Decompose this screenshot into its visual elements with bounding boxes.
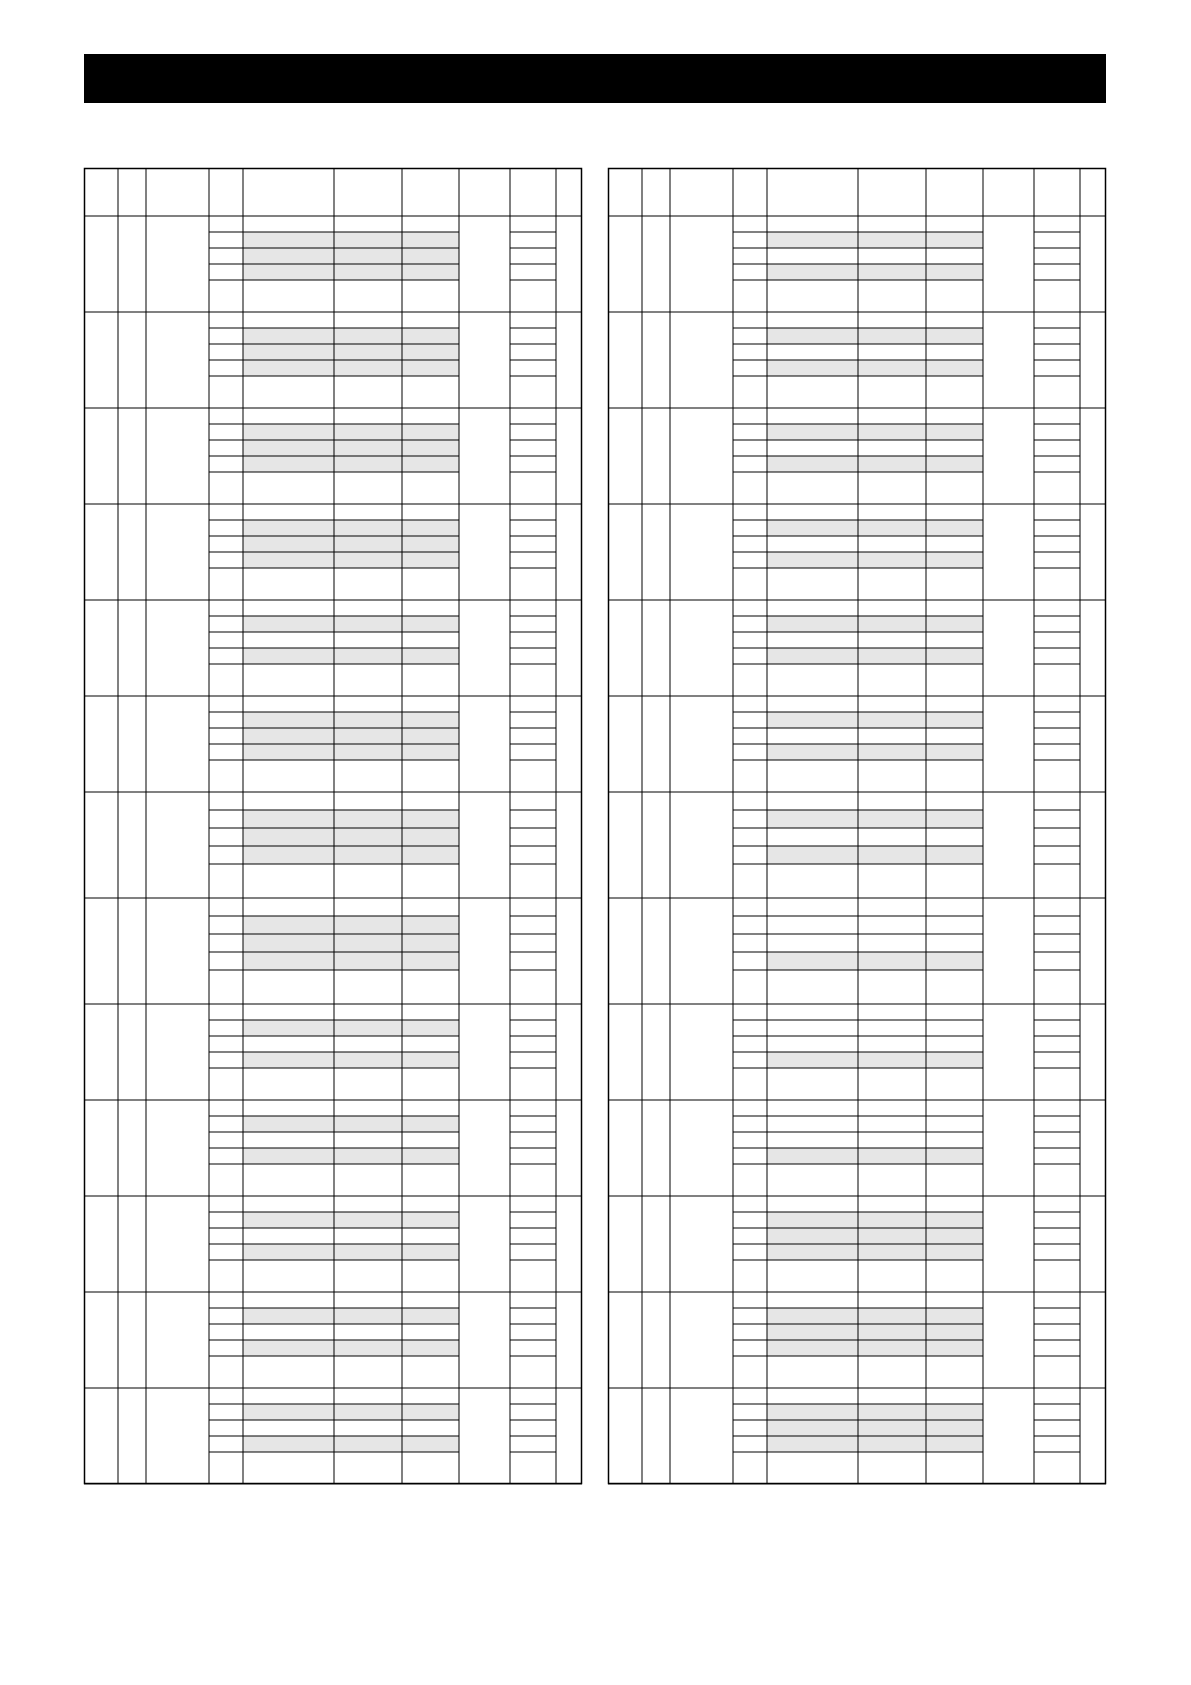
- left-table-shaded-cell: [402, 440, 459, 456]
- right-table-shaded-cell: [926, 520, 983, 536]
- left-table-shaded-cell: [402, 552, 459, 568]
- left-table-shaded-cell: [402, 616, 459, 632]
- left-table-shaded-cell: [243, 344, 334, 360]
- left-table-shaded-cell: [402, 1212, 459, 1228]
- left-table-shaded-cell: [243, 424, 334, 440]
- left-table-shaded-cell: [334, 1020, 402, 1036]
- left-table-shaded-cell: [334, 810, 402, 828]
- right-table-shaded-cell: [767, 232, 858, 248]
- page-title-bar: [84, 54, 1106, 103]
- left-table-shaded-cell: [243, 744, 334, 760]
- left-table-shaded-cell: [402, 1436, 459, 1452]
- right-table-shaded-cell: [767, 1244, 858, 1260]
- left-table-shaded-cell: [334, 1148, 402, 1164]
- left-table-shaded-cell: [334, 1244, 402, 1260]
- left-table-shaded-cell: [243, 1404, 334, 1420]
- left-table-group: [84, 1116, 582, 1196]
- left-table-shaded-cell: [243, 916, 334, 934]
- right-table-shaded-cell: [926, 616, 983, 632]
- left-table-shaded-cell: [402, 1020, 459, 1036]
- left-table-group: [84, 916, 582, 1004]
- right-table-group: [608, 810, 1106, 898]
- right-table-shaded-cell: [926, 1436, 983, 1452]
- left-table-shaded-cell: [402, 828, 459, 846]
- left-table-shaded-cell: [243, 1340, 334, 1356]
- left-table-shaded-cell: [334, 424, 402, 440]
- left-table-shaded-cell: [402, 536, 459, 552]
- right-table-shaded-cell: [858, 1228, 926, 1244]
- right-table-shaded-cell: [767, 552, 858, 568]
- right-table-shaded-cell: [926, 744, 983, 760]
- left-table-shaded-cell: [243, 360, 334, 376]
- right-table-shaded-cell: [926, 456, 983, 472]
- right-table-shaded-cell: [858, 328, 926, 344]
- right-table-shaded-cell: [767, 1052, 858, 1068]
- left-table-shaded-cell: [243, 232, 334, 248]
- right-table-group: [608, 520, 1106, 600]
- left-table-shaded-cell: [402, 1244, 459, 1260]
- left-table-shaded-cell: [334, 916, 402, 934]
- right-table-shaded-cell: [767, 744, 858, 760]
- left-table-shaded-cell: [243, 1436, 334, 1452]
- left-table-shaded-cell: [402, 1052, 459, 1068]
- right-table-shaded-cell: [858, 846, 926, 864]
- left-table-shaded-cell: [402, 712, 459, 728]
- right-table-shaded-cell: [858, 712, 926, 728]
- left-table-shaded-cell: [334, 344, 402, 360]
- right-table-shaded-cell: [858, 456, 926, 472]
- right-table-shaded-cell: [858, 1324, 926, 1340]
- left-table-shaded-cell: [402, 934, 459, 952]
- right-table-shaded-cell: [767, 360, 858, 376]
- right-table-group: [608, 1404, 1106, 1484]
- left-table-group: [84, 616, 582, 696]
- right-table-shaded-cell: [926, 1148, 983, 1164]
- right-table-shaded-cell: [858, 424, 926, 440]
- right-table-shaded-cell: [926, 1308, 983, 1324]
- left-table-shaded-cell: [243, 248, 334, 264]
- right-table-shaded-cell: [858, 520, 926, 536]
- left-table-shaded-cell: [334, 536, 402, 552]
- left-table-group: [84, 712, 582, 792]
- right-table-shaded-cell: [767, 648, 858, 664]
- left-table-shaded-cell: [334, 552, 402, 568]
- right-table-shaded-cell: [858, 264, 926, 280]
- right-table-shaded-cell: [926, 648, 983, 664]
- left-table-shaded-cell: [243, 1308, 334, 1324]
- right-table-group: [608, 616, 1106, 696]
- left-table-shaded-cell: [243, 552, 334, 568]
- left-table-shaded-cell: [402, 1116, 459, 1132]
- right-table-shaded-cell: [858, 616, 926, 632]
- left-table-shaded-cell: [402, 232, 459, 248]
- right-table-shaded-cell: [767, 1324, 858, 1340]
- right-table-shaded-cell: [858, 648, 926, 664]
- right-table-shaded-cell: [767, 1404, 858, 1420]
- left-table-shaded-cell: [334, 952, 402, 970]
- left-table-shaded-cell: [402, 424, 459, 440]
- right-table-shaded-cell: [767, 1228, 858, 1244]
- right-table-group: [608, 1308, 1106, 1388]
- left-table-shaded-cell: [334, 456, 402, 472]
- right-table-shaded-cell: [926, 952, 983, 970]
- left-table-group: [84, 810, 582, 898]
- right-table-shaded-cell: [858, 1148, 926, 1164]
- left-table-shaded-cell: [402, 248, 459, 264]
- right-table-group: [608, 424, 1106, 504]
- right-table-shaded-cell: [767, 1212, 858, 1228]
- left-table-shaded-cell: [334, 1052, 402, 1068]
- right-table-shaded-cell: [767, 328, 858, 344]
- left-table-shaded-cell: [334, 1436, 402, 1452]
- left-table-shaded-cell: [334, 846, 402, 864]
- left-table-shaded-cell: [334, 1308, 402, 1324]
- right-table-shaded-cell: [926, 1052, 983, 1068]
- left-table-group: [84, 1212, 582, 1292]
- left-table-shaded-cell: [243, 728, 334, 744]
- left-table-group: [84, 424, 582, 504]
- right-table-shaded-cell: [767, 1308, 858, 1324]
- left-table-shaded-cell: [334, 648, 402, 664]
- left-table-shaded-cell: [243, 1116, 334, 1132]
- right-table-group: [608, 916, 1106, 1004]
- right-table-shaded-cell: [926, 810, 983, 828]
- left-table-shaded-cell: [402, 264, 459, 280]
- left-table-shaded-cell: [334, 264, 402, 280]
- left-table-shaded-cell: [243, 846, 334, 864]
- right-table-shaded-cell: [858, 1052, 926, 1068]
- left-table-shaded-cell: [243, 1244, 334, 1260]
- right-table-shaded-cell: [926, 328, 983, 344]
- left-table-shaded-cell: [402, 360, 459, 376]
- left-table-shaded-cell: [334, 728, 402, 744]
- right-table-shaded-cell: [858, 1436, 926, 1452]
- left-table-shaded-cell: [334, 248, 402, 264]
- right-table-shaded-cell: [767, 712, 858, 728]
- left-table-shaded-cell: [402, 648, 459, 664]
- left-table-group: [84, 328, 582, 408]
- right-table-shaded-cell: [926, 264, 983, 280]
- right-table-shaded-cell: [926, 552, 983, 568]
- left-table-shaded-cell: [334, 440, 402, 456]
- left-table-shaded-cell: [402, 728, 459, 744]
- left-table-shaded-cell: [334, 1340, 402, 1356]
- left-table-shaded-cell: [243, 1148, 334, 1164]
- right-table-shaded-cell: [926, 846, 983, 864]
- right-table-shaded-cell: [926, 424, 983, 440]
- left-table-shaded-cell: [243, 264, 334, 280]
- right-table-group: [608, 1212, 1106, 1292]
- right-table-group: [608, 712, 1106, 792]
- left-table-shaded-cell: [334, 328, 402, 344]
- right-table-shaded-cell: [767, 264, 858, 280]
- left-table-shaded-cell: [243, 810, 334, 828]
- right-table-shaded-cell: [858, 1308, 926, 1324]
- left-table-shaded-cell: [243, 456, 334, 472]
- right-table-shaded-cell: [767, 456, 858, 472]
- left-table-shaded-cell: [334, 712, 402, 728]
- right-table-shaded-cell: [767, 1148, 858, 1164]
- right-table-shaded-cell: [858, 1244, 926, 1260]
- right-table-shaded-cell: [926, 1244, 983, 1260]
- left-table-shaded-cell: [334, 934, 402, 952]
- left-table-shaded-cell: [243, 952, 334, 970]
- left-table-shaded-cell: [402, 456, 459, 472]
- right-table-shaded-cell: [926, 232, 983, 248]
- right-table-shaded-cell: [926, 1324, 983, 1340]
- right-table-shaded-cell: [926, 1404, 983, 1420]
- data-table-right: [608, 168, 1108, 1486]
- left-table-shaded-cell: [243, 828, 334, 846]
- left-table-shaded-cell: [243, 934, 334, 952]
- left-table-shaded-cell: [402, 1340, 459, 1356]
- right-table-shaded-cell: [858, 232, 926, 248]
- left-table-shaded-cell: [243, 1020, 334, 1036]
- left-table-shaded-cell: [402, 916, 459, 934]
- right-table-shaded-cell: [858, 1404, 926, 1420]
- left-table-shaded-cell: [334, 828, 402, 846]
- data-table-left: [84, 168, 584, 1486]
- left-table-shaded-cell: [243, 712, 334, 728]
- left-table-shaded-cell: [243, 1212, 334, 1228]
- right-table-shaded-cell: [767, 810, 858, 828]
- right-table-shaded-cell: [767, 1420, 858, 1436]
- left-table-group: [84, 1404, 582, 1484]
- left-table-shaded-cell: [243, 1052, 334, 1068]
- right-table-shaded-cell: [926, 1228, 983, 1244]
- left-table-shaded-cell: [402, 744, 459, 760]
- right-table-shaded-cell: [858, 1420, 926, 1436]
- left-table-shaded-cell: [402, 952, 459, 970]
- right-table-shaded-cell: [767, 846, 858, 864]
- right-table-shaded-cell: [858, 1340, 926, 1356]
- left-table-shaded-cell: [243, 536, 334, 552]
- right-table-shaded-cell: [858, 1212, 926, 1228]
- right-table-shaded-cell: [926, 360, 983, 376]
- right-table-shaded-cell: [767, 424, 858, 440]
- left-table-shaded-cell: [402, 520, 459, 536]
- left-table-shaded-cell: [243, 440, 334, 456]
- left-table-shaded-cell: [334, 232, 402, 248]
- left-table-group: [84, 1020, 582, 1100]
- left-table-group: [84, 232, 582, 312]
- right-table-group: [608, 328, 1106, 408]
- left-table-shaded-cell: [402, 1148, 459, 1164]
- left-table-shaded-cell: [334, 1212, 402, 1228]
- right-table-group: [608, 1020, 1106, 1100]
- left-table-shaded-cell: [402, 846, 459, 864]
- right-table-shaded-cell: [767, 952, 858, 970]
- left-table-shaded-cell: [334, 360, 402, 376]
- left-table-shaded-cell: [402, 344, 459, 360]
- left-table-shaded-cell: [402, 1404, 459, 1420]
- left-table-group: [84, 1308, 582, 1388]
- right-table-group: [608, 232, 1106, 312]
- left-table-shaded-cell: [243, 616, 334, 632]
- left-table-shaded-cell: [334, 616, 402, 632]
- right-table-shaded-cell: [858, 552, 926, 568]
- left-table-shaded-cell: [334, 1116, 402, 1132]
- left-table-shaded-cell: [334, 520, 402, 536]
- right-table-shaded-cell: [926, 1420, 983, 1436]
- right-table-group: [608, 1116, 1106, 1196]
- left-table-shaded-cell: [334, 1404, 402, 1420]
- left-table-shaded-cell: [402, 1308, 459, 1324]
- right-table-shaded-cell: [767, 520, 858, 536]
- right-table-shaded-cell: [926, 1340, 983, 1356]
- left-table-shaded-cell: [402, 328, 459, 344]
- left-table-group: [84, 520, 582, 600]
- right-table-shaded-cell: [858, 744, 926, 760]
- right-table-shaded-cell: [858, 360, 926, 376]
- left-table-shaded-cell: [243, 328, 334, 344]
- right-table-shaded-cell: [767, 1436, 858, 1452]
- right-table-shaded-cell: [926, 1212, 983, 1228]
- right-table-shaded-cell: [767, 1340, 858, 1356]
- right-table-shaded-cell: [858, 952, 926, 970]
- left-table-shaded-cell: [243, 648, 334, 664]
- right-table-shaded-cell: [858, 810, 926, 828]
- left-table-shaded-cell: [334, 744, 402, 760]
- left-table-shaded-cell: [402, 810, 459, 828]
- right-table-shaded-cell: [767, 616, 858, 632]
- right-table-shaded-cell: [926, 712, 983, 728]
- left-table-shaded-cell: [243, 520, 334, 536]
